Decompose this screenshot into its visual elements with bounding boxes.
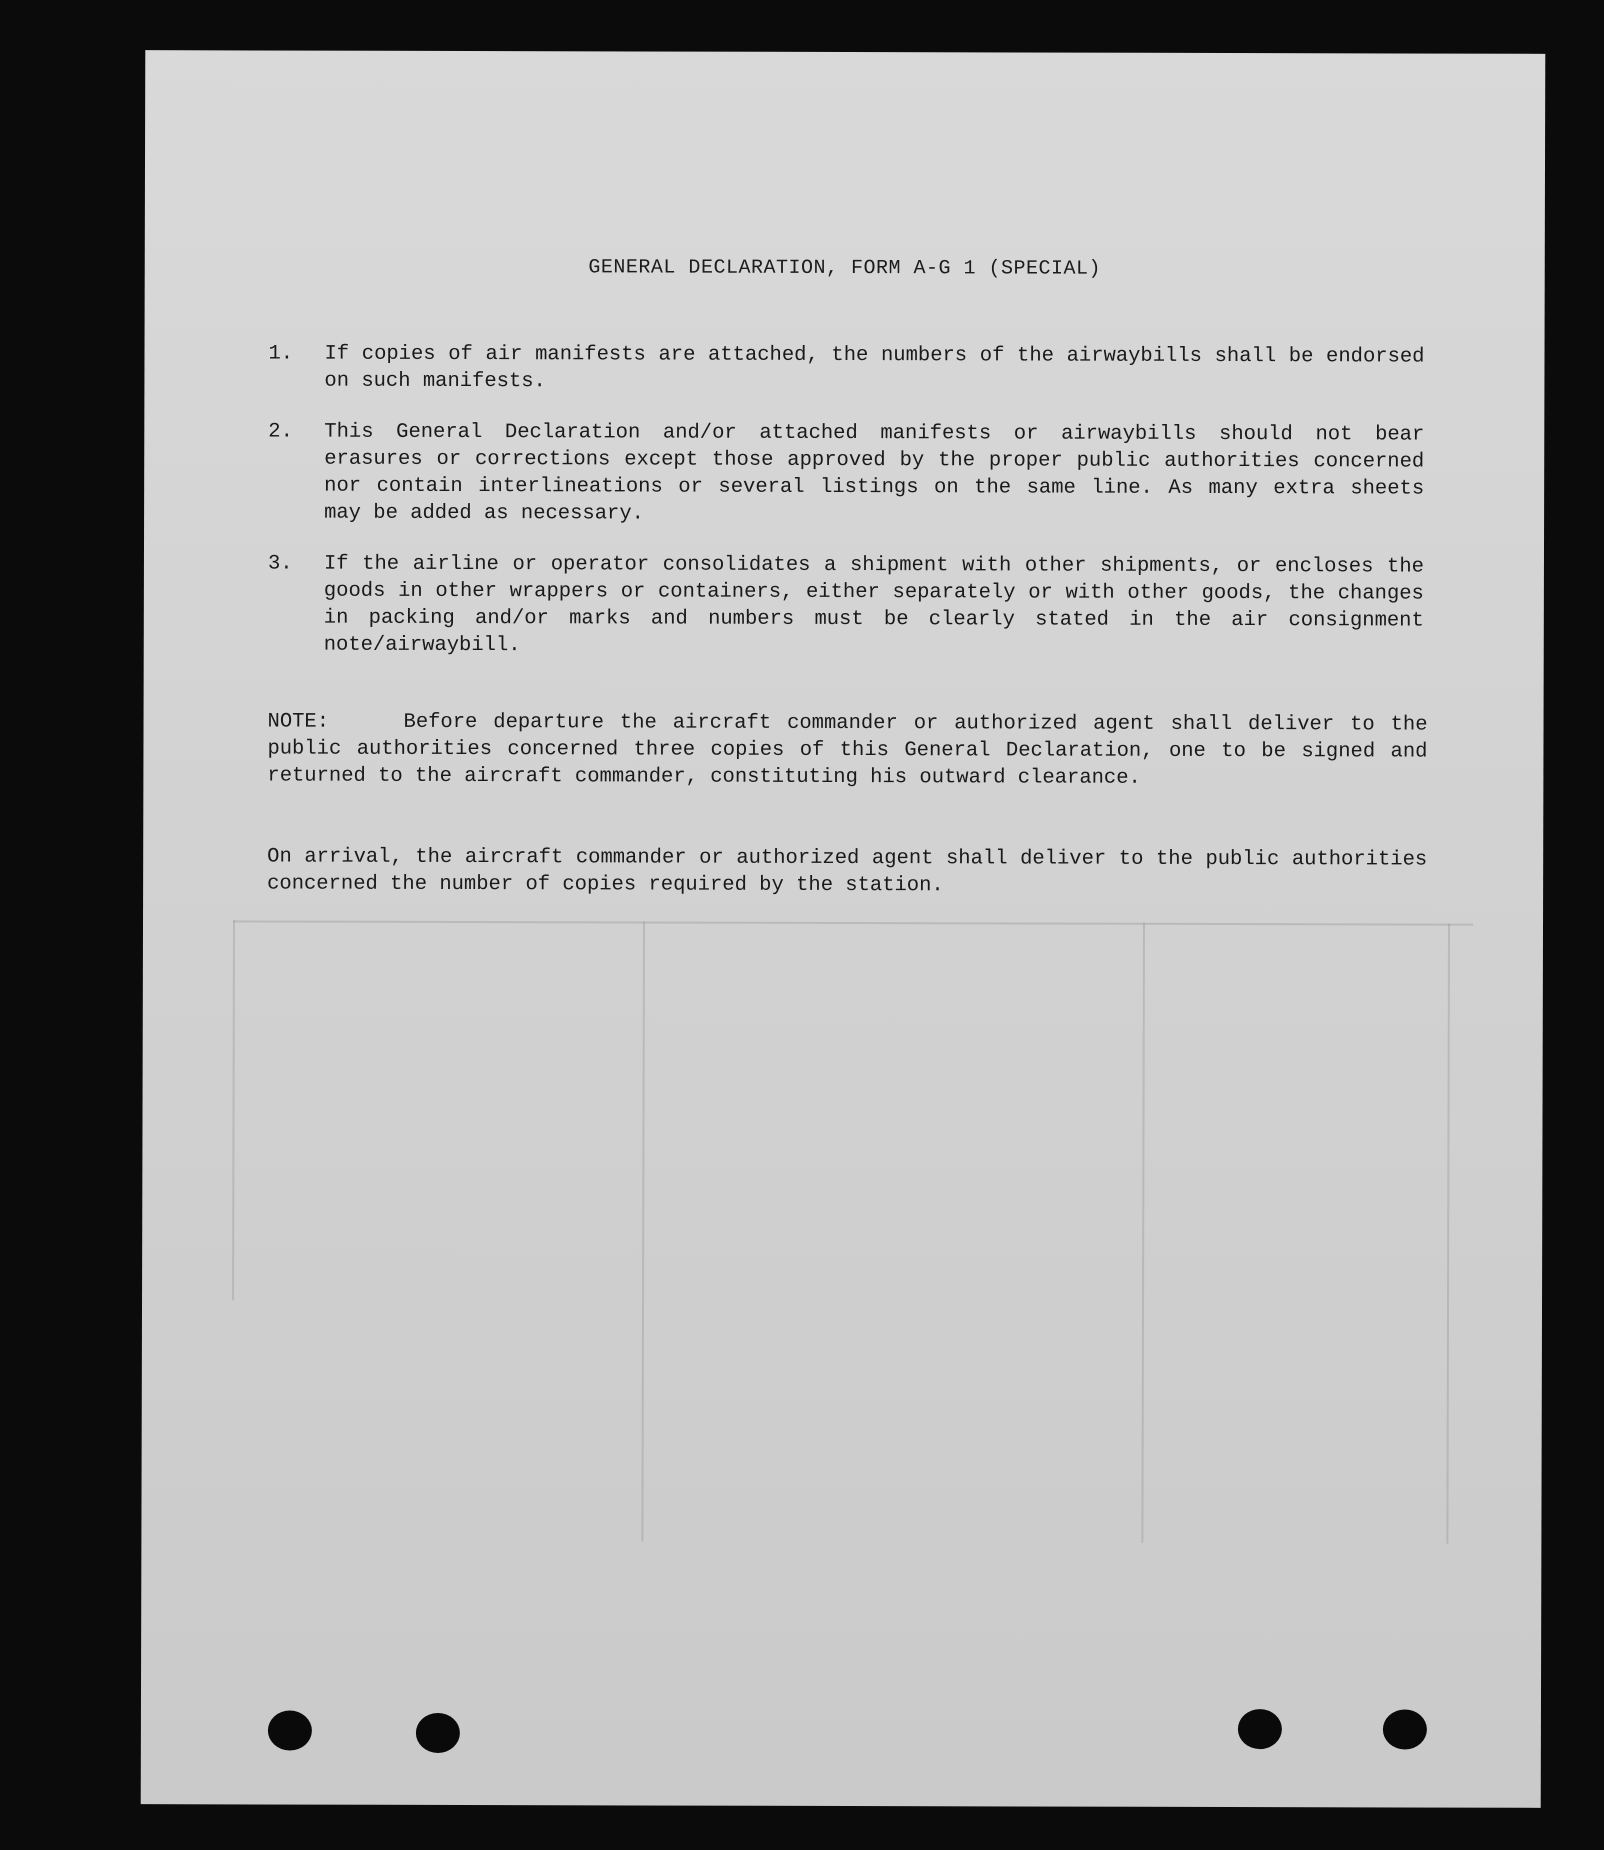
bleed-through-line — [1446, 924, 1450, 1544]
note-text: Before departure the aircraft commander or authorized agent shall deliver to the public authorities concerned three copies of this General Declaration, one to be signed and returned to the aircraft commander, constituting his outward clearance. — [267, 710, 1428, 790]
punch-hole — [1383, 1709, 1427, 1749]
bleed-through-line — [233, 920, 1473, 925]
bleed-through-line — [641, 921, 645, 1541]
item-number: 3. — [267, 552, 293, 576]
document-title: GENERAL DECLARATION, FORM A-G 1 (SPECIAL) — [588, 256, 1102, 281]
bleed-through-line — [232, 920, 235, 1300]
item-text: If the airline or operator consolidates a shipment with other shipments, or encloses the goods in other wrappers or containers, either separately or with other goods, the changes in packing and/or marks and numbers must be clearly stated in the air consignment note/airwaybill. — [323, 552, 1424, 658]
item-number: 1. — [268, 342, 294, 366]
punch-hole — [416, 1713, 460, 1753]
instruction-item — [267, 550, 1428, 658]
paper-sheet — [141, 50, 1546, 1808]
note-paragraph — [267, 708, 1427, 792]
item-text: If copies of air manifests are attached, the numbers of the airwaybills shall be endorsed on such manifests. — [324, 342, 1425, 394]
arrival-paragraph: On arrival, the aircraft commander or authorized agent shall deliver to the public authorities concerned the number of copies required by the station. — [267, 845, 1428, 898]
item-text: This General Declaration and/or attached manifests or airwaybills should not bear erasures or corrections except those approved by the proper public authorities concerned nor contain interlineations or several listings on the same line. As many extra sheets may be added as necessary. — [324, 420, 1425, 526]
note-label: NOTE: — [267, 710, 330, 734]
punch-hole — [268, 1710, 312, 1750]
punch-hole — [1238, 1709, 1282, 1749]
item-number: 2. — [268, 420, 293, 444]
bleed-through-line — [1141, 923, 1145, 1543]
instruction-item — [268, 340, 1429, 394]
instruction-item — [268, 418, 1428, 526]
